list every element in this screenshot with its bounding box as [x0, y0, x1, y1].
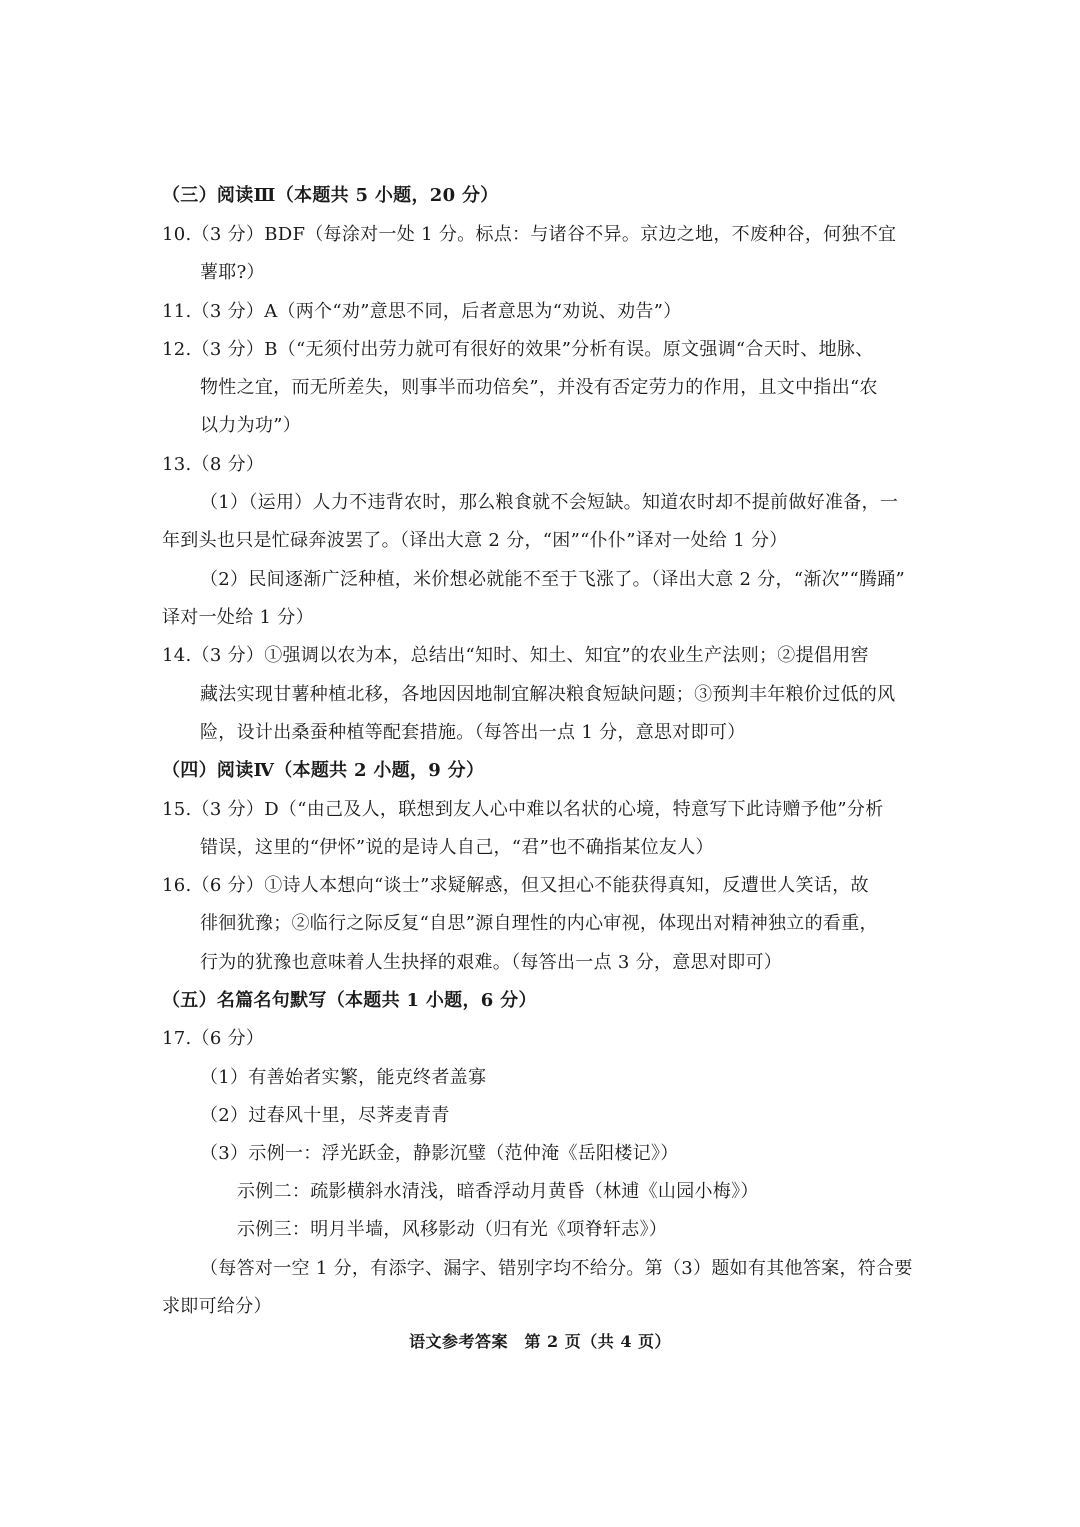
section5-heading: （五）名篇名句默写（本题共 1 小题，6 分）: [162, 990, 537, 1011]
q13-p1-line1: （1）（运用）人力不违背农时，那么粮食就不会短缺。知道农时却不提前做好准备，一: [200, 492, 899, 513]
q17-answer-1: （1）有善始者实繁，能克终者盖寡: [200, 1067, 487, 1088]
q17-answer-3-example-3: 示例三：明月半墙，风移影动（归有光《项脊轩志》）: [237, 1219, 668, 1240]
q14-line1: 14.（3 分）①强调以农为本，总结出“知时、知土、知宜”的农业生产法则；②提倡用窖: [162, 645, 869, 666]
q17-answer-3-example-1: （3）示例一：浮光跃金，静影沉璧（范仲淹《岳阳楼记》）: [200, 1143, 679, 1164]
q13-p2-line1: （2）民间逐渐广泛种植，米价想必就能不至于飞涨了。（译出大意 2 分，“渐次”“腾踊”: [200, 569, 906, 590]
q17-note-line2: 求即可给分）: [162, 1296, 272, 1317]
q15-line2: 错误，这里的“伊怀”说的是诗人自己，“君”也不确指某位友人）: [200, 837, 714, 858]
q12-line2: 物性之宜，而无所差失，则事半而功倍矣”，并没有否定劳力的作用，且文中指出“农: [200, 377, 878, 398]
q15-line1: 15.（3 分）D（“由己及人，联想到友人心中难以名状的心境，特意写下此诗赠予他”分析: [162, 799, 884, 820]
q13-head: 13.（8 分）: [162, 454, 265, 475]
q14-line2: 藏法实现甘薯种植北移，各地因因地制宜解决粮食短缺问题；③预判丰年粮价过低的风: [200, 684, 896, 705]
q16-line3: 行为的犹豫也意味着人生抉择的艰难。（每答出一点 3 分，意思对即可）: [200, 952, 783, 973]
section4-heading: （四）阅读Ⅳ（本题共 2 小题，9 分）: [162, 760, 485, 781]
q16-line1: 16.（6 分）①诗人本想向“谈士”求疑解惑，但又担心不能获得真知，反遭世人笑话，故: [162, 875, 869, 896]
q16-line2: 徘徊犹豫；②临行之际反复“自思”源自理性的内心审视，体现出对精神独立的看重，: [200, 913, 878, 934]
q10-line2: 薯耶?）: [200, 262, 265, 283]
q13-p1-line2: 年到头也只是忙碌奔波罢了。（译出大意 2 分，“困”“仆仆”译对一处给 1 分）: [162, 530, 788, 551]
q17-answer-3-example-2: 示例二：疏影横斜水清浅，暗香浮动月黄昏（林逋《山园小梅》）: [237, 1181, 759, 1202]
page-footer: 语文参考答案 第 2 页（共 4 页）: [408, 1332, 672, 1351]
q13-p2-line2: 译对一处给 1 分）: [162, 607, 314, 628]
q11-line1: 11.（3 分）A（两个“劝”意思不同，后者意思为“劝说、劝告”）: [162, 301, 682, 322]
q17-answer-2: （2）过春风十里，尽荠麦青青: [200, 1105, 450, 1126]
section3-heading: （三）阅读Ⅲ（本题共 5 小题，20 分）: [162, 185, 499, 206]
q17-note-line1: （每答对一空 1 分，有添字、漏字、错别字均不给分。第（3）题如有其他答案，符合要: [200, 1258, 913, 1279]
q17-head: 17.（6 分）: [162, 1028, 265, 1049]
q12-line1: 12.（3 分）B（“无须付出劳力就可有很好的效果”分析有误。原文强调“合天时、地脉、: [162, 339, 874, 360]
q14-line3: 险，设计出桑蚕种植等配套措施。（每答出一点 1 分，意思对即可）: [200, 722, 746, 743]
q12-line3: 以力为功”）: [200, 415, 302, 436]
q10-line1: 10.（3 分）BDF（每涂对一处 1 分。标点：与诸谷不异。京边之地，不废种谷，何独不宜: [162, 224, 897, 245]
